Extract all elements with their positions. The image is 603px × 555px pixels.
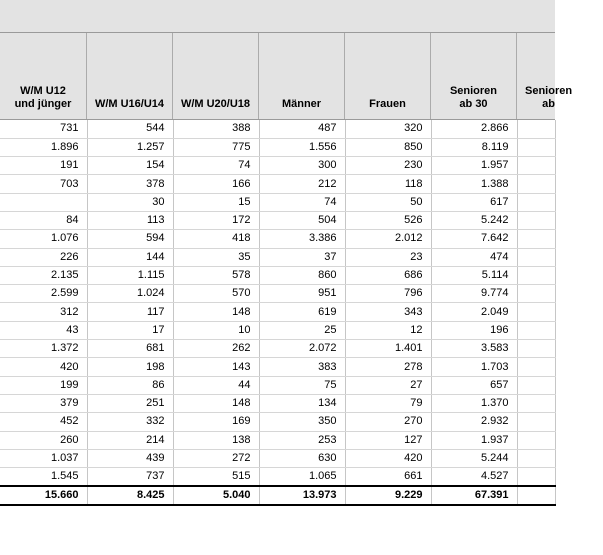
table-cell [0, 193, 87, 211]
table-cell: 1.024 [87, 285, 173, 303]
table-cell: 10 [173, 321, 259, 339]
table-cell: 1.401 [345, 340, 431, 358]
table-row [0, 413, 555, 431]
table-cell: 84 [0, 211, 87, 229]
table-cell: 118 [345, 175, 431, 193]
table-cell [517, 413, 555, 431]
table-cell [517, 248, 555, 266]
table-cell: 2.866 [431, 120, 517, 138]
table-cell: 1.545 [0, 468, 87, 487]
table-cell: 15 [173, 193, 259, 211]
table-cell: 1.065 [259, 468, 345, 487]
table-cell: 253 [259, 431, 345, 449]
table-cell [517, 340, 555, 358]
column-header-u12: W/M U12 und jünger [0, 33, 87, 119]
table-row [0, 175, 555, 193]
table-cell: 332 [87, 413, 173, 431]
table-cell [517, 157, 555, 175]
table-cell [517, 266, 555, 284]
table-cell: 1.076 [0, 230, 87, 248]
table-row [0, 266, 555, 284]
table-cell: 1.372 [0, 340, 87, 358]
title-band [0, 0, 555, 33]
table-cell [517, 321, 555, 339]
table-cell: 148 [173, 394, 259, 412]
table-cell: 570 [173, 285, 259, 303]
table-cell: 686 [345, 266, 431, 284]
table-cell: 2.072 [259, 340, 345, 358]
table-cell: 439 [87, 449, 173, 467]
table-cell: 25 [259, 321, 345, 339]
column-header-u16-u14: W/M U16/U14 [87, 33, 173, 119]
table-row [0, 303, 555, 321]
table-row [0, 468, 555, 487]
table-cell: 487 [259, 120, 345, 138]
table-cell: 860 [259, 266, 345, 284]
table-cell: 350 [259, 413, 345, 431]
table-cell: 383 [259, 358, 345, 376]
table-cell: 1.703 [431, 358, 517, 376]
total-cell: 9.229 [345, 486, 431, 505]
table-cell: 619 [259, 303, 345, 321]
table-cell: 198 [87, 358, 173, 376]
table-cell: 300 [259, 157, 345, 175]
table-cell: 138 [173, 431, 259, 449]
table-cell: 230 [345, 157, 431, 175]
table-cell: 5.242 [431, 211, 517, 229]
table-cell: 30 [87, 193, 173, 211]
table-row [0, 449, 555, 467]
table-cell: 117 [87, 303, 173, 321]
table-cell [517, 285, 555, 303]
table-cell [517, 230, 555, 248]
table-row [0, 376, 555, 394]
table-cell [517, 303, 555, 321]
table-cell: 343 [345, 303, 431, 321]
table-cell [517, 211, 555, 229]
table-cell: 951 [259, 285, 345, 303]
table-cell: 420 [345, 449, 431, 467]
table-cell: 1.037 [0, 449, 87, 467]
table-cell: 737 [87, 468, 173, 487]
table-cell: 44 [173, 376, 259, 394]
table-cell: 50 [345, 193, 431, 211]
table-cell: 251 [87, 394, 173, 412]
table-cell: 594 [87, 230, 173, 248]
table-cell: 212 [259, 175, 345, 193]
table-cell: 4.527 [431, 468, 517, 487]
table-cell: 2.135 [0, 266, 87, 284]
column-header-maenner: Männer [259, 33, 345, 119]
table-cell [517, 120, 555, 138]
table-row [0, 120, 555, 138]
table-row [0, 394, 555, 412]
table-cell: 418 [173, 230, 259, 248]
table-cell: 278 [345, 358, 431, 376]
table-cell: 127 [345, 431, 431, 449]
table-cell: 2.599 [0, 285, 87, 303]
total-cell: 15.660 [0, 486, 87, 505]
table-row [0, 431, 555, 449]
table-row [0, 340, 555, 358]
table-cell: 379 [0, 394, 87, 412]
table-row [0, 138, 555, 156]
table-cell: 1.115 [87, 266, 173, 284]
table-cell: 9.774 [431, 285, 517, 303]
table-cell: 526 [345, 211, 431, 229]
table-cell: 214 [87, 431, 173, 449]
table-cell: 2.012 [345, 230, 431, 248]
total-cell: 8.425 [87, 486, 173, 505]
table-cell: 544 [87, 120, 173, 138]
table-cell: 8.119 [431, 138, 517, 156]
table-cell [517, 138, 555, 156]
table-cell: 578 [173, 266, 259, 284]
table-cell: 681 [87, 340, 173, 358]
table-row [0, 248, 555, 266]
table-cell: 2.932 [431, 413, 517, 431]
table-cell: 226 [0, 248, 87, 266]
table-cell: 144 [87, 248, 173, 266]
table-cell: 630 [259, 449, 345, 467]
table-cell: 74 [259, 193, 345, 211]
table-cell: 312 [0, 303, 87, 321]
table-cell: 196 [431, 321, 517, 339]
table-row [0, 157, 555, 175]
table-cell: 617 [431, 193, 517, 211]
table-cell: 378 [87, 175, 173, 193]
table-cell: 169 [173, 413, 259, 431]
table-cell: 43 [0, 321, 87, 339]
table-cell: 191 [0, 157, 87, 175]
table-cell: 113 [87, 211, 173, 229]
column-header-senioren-30: Senioren ab 30 [431, 33, 517, 119]
table-cell: 86 [87, 376, 173, 394]
table-cell: 703 [0, 175, 87, 193]
total-cell [517, 486, 555, 505]
table-cell: 1.937 [431, 431, 517, 449]
table-cell: 75 [259, 376, 345, 394]
table-cell: 775 [173, 138, 259, 156]
table-row [0, 230, 555, 248]
table-cell [517, 449, 555, 467]
table-cell: 37 [259, 248, 345, 266]
table-cell: 1.388 [431, 175, 517, 193]
total-cell: 5.040 [173, 486, 259, 505]
table-cell: 3.583 [431, 340, 517, 358]
table-cell: 452 [0, 413, 87, 431]
column-header-senioren-next: Senioren ab [525, 85, 573, 110]
table-cell: 5.114 [431, 266, 517, 284]
table-header [0, 33, 573, 120]
table-cell [517, 431, 555, 449]
table-cell [517, 175, 555, 193]
table-cell [517, 376, 555, 394]
table-row [0, 285, 555, 303]
table-cell: 148 [173, 303, 259, 321]
table-cell: 154 [87, 157, 173, 175]
table-row [0, 193, 555, 211]
column-header-frauen: Frauen [345, 33, 431, 119]
table-row [0, 321, 555, 339]
table-cell: 166 [173, 175, 259, 193]
table-cell: 260 [0, 431, 87, 449]
total-row [0, 486, 555, 505]
table-cell: 320 [345, 120, 431, 138]
table-cell: 1.257 [87, 138, 173, 156]
table-cell: 143 [173, 358, 259, 376]
table-cell: 515 [173, 468, 259, 487]
total-cell: 67.391 [431, 486, 517, 505]
total-cell: 13.973 [259, 486, 345, 505]
table-cell: 1.556 [259, 138, 345, 156]
table-cell: 1.957 [431, 157, 517, 175]
data-table [0, 120, 556, 506]
table-cell: 657 [431, 376, 517, 394]
table-cell: 850 [345, 138, 431, 156]
table-row [0, 211, 555, 229]
table-cell: 796 [345, 285, 431, 303]
table-cell [517, 358, 555, 376]
table-cell: 262 [173, 340, 259, 358]
table-cell: 79 [345, 394, 431, 412]
table-cell: 17 [87, 321, 173, 339]
table-cell: 74 [173, 157, 259, 175]
table-cell [517, 193, 555, 211]
column-header-u20-u18: W/M U20/U18 [173, 33, 259, 119]
table-cell: 5.244 [431, 449, 517, 467]
table-body [0, 120, 555, 505]
table-cell: 504 [259, 211, 345, 229]
table-cell: 199 [0, 376, 87, 394]
table-cell: 661 [345, 468, 431, 487]
table-cell: 3.386 [259, 230, 345, 248]
table-cell: 27 [345, 376, 431, 394]
table-cell: 272 [173, 449, 259, 467]
table-cell: 7.642 [431, 230, 517, 248]
table-cell: 731 [0, 120, 87, 138]
table-cell: 23 [345, 248, 431, 266]
table-cell [517, 468, 555, 487]
table-cell: 1.370 [431, 394, 517, 412]
table-row [0, 358, 555, 376]
table-cell: 420 [0, 358, 87, 376]
table-cell: 474 [431, 248, 517, 266]
table-cell: 172 [173, 211, 259, 229]
table-cell [517, 394, 555, 412]
table-cell: 35 [173, 248, 259, 266]
table-cell: 270 [345, 413, 431, 431]
table-cell: 12 [345, 321, 431, 339]
table-cell: 134 [259, 394, 345, 412]
table-cell: 1.896 [0, 138, 87, 156]
table-cell: 2.049 [431, 303, 517, 321]
table-cell: 388 [173, 120, 259, 138]
